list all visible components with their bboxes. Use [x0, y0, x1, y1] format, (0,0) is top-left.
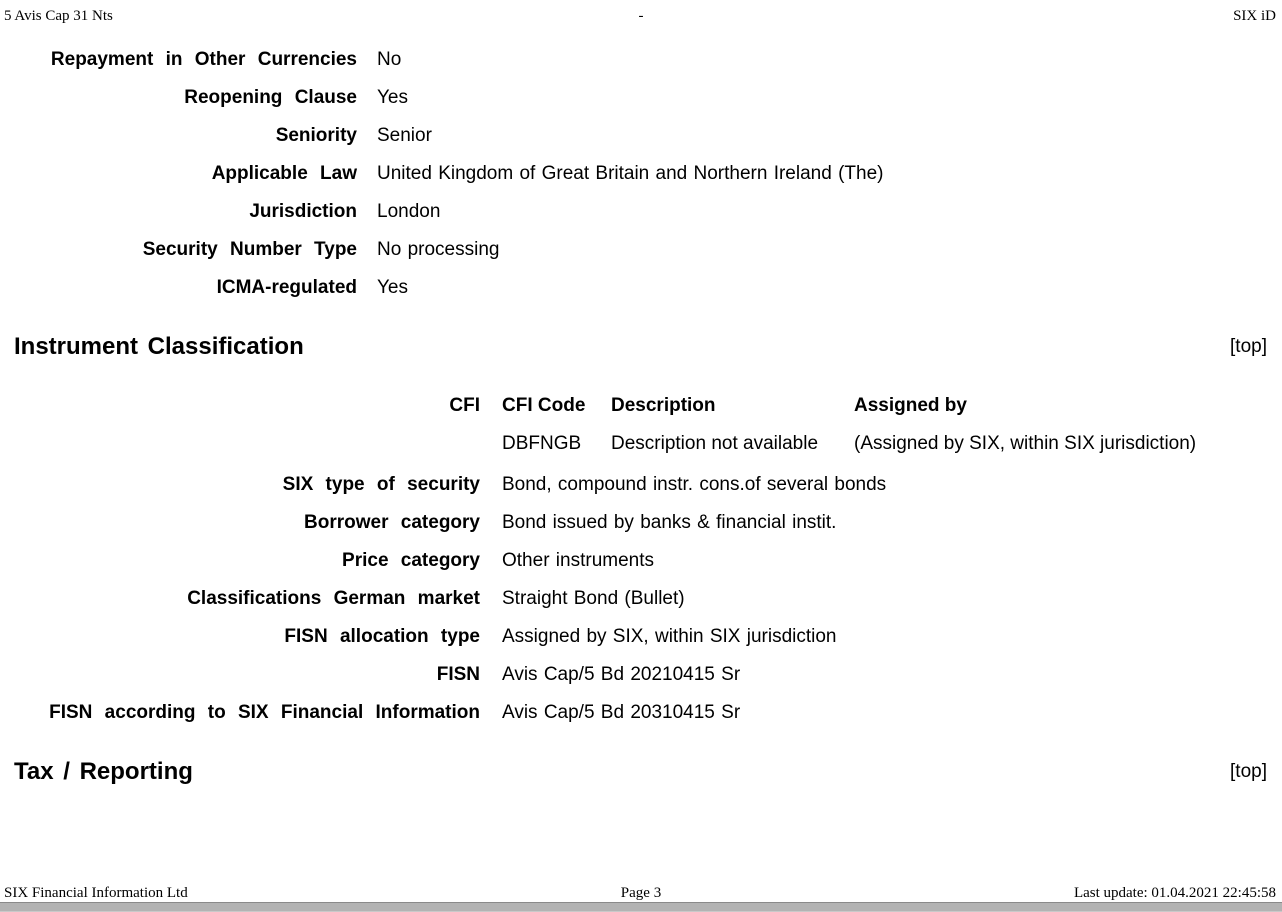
horizontal-scrollbar[interactable]: [0, 902, 1282, 912]
field-value: Avis Cap/5 Bd 20310415 Sr: [502, 702, 741, 723]
field-value: No: [377, 49, 402, 70]
field-label: FISN: [436, 664, 480, 685]
field-value: Yes: [377, 277, 408, 298]
cfi-code-value: DBFNGB: [502, 433, 582, 454]
footer-company-name: SIX Financial Information Ltd: [4, 885, 188, 901]
instrument-classification-heading: [14, 332, 1267, 362]
field-row-jurisdiction: [14, 193, 1268, 231]
field-label: Reopening Clause: [184, 87, 357, 108]
field-row-icma-regulated: [14, 269, 1268, 307]
cfi-label: CFI: [449, 395, 480, 416]
field-value: Other instruments: [502, 550, 654, 571]
field-label: Price category: [342, 550, 480, 571]
footer-page-number: Page 3: [620, 885, 662, 901]
field-row-repayment-other-currencies: [14, 41, 1268, 79]
cfi-assigned-by-value: (Assigned by SIX, within SIX jurisdiction): [854, 433, 1197, 454]
field-label: Security Number Type: [142, 239, 357, 260]
header-product-name: SIX iD: [1233, 8, 1276, 24]
field-label: FISN allocation type: [284, 626, 480, 647]
top-link[interactable]: [top]: [1230, 761, 1267, 782]
field-label: Borrower category: [304, 512, 480, 533]
field-value: Senior: [377, 125, 432, 146]
field-row-classifications-german-market: [14, 580, 1268, 618]
field-row-applicable-law: [14, 155, 1268, 193]
field-row-security-number-type: [14, 231, 1268, 269]
footer-last-update: Last update: 01.04.2021 22:45:58: [1073, 885, 1276, 901]
header-center-dash: -: [638, 8, 644, 24]
field-value: London: [377, 201, 441, 222]
field-value: Bond issued by banks & financial instit.: [502, 512, 837, 533]
field-label: ICMA-regulated: [216, 277, 357, 298]
field-label: SIX type of security: [282, 474, 480, 495]
cfi-block: [14, 387, 1268, 463]
field-row-reopening-clause: [14, 79, 1268, 117]
field-row-price-category: [14, 542, 1268, 580]
field-value: Bond, compound instr. cons.of several bonds: [502, 474, 887, 495]
field-label: Jurisdiction: [249, 201, 357, 222]
section-title: Instrument Classification: [14, 333, 304, 360]
field-row-fisn-allocation-type: [14, 618, 1268, 656]
section-title: Tax / Reporting: [14, 758, 193, 785]
cfi-table-data-row: [502, 425, 1268, 463]
tax-reporting-heading: [14, 757, 1267, 787]
field-value: Straight Bond (Bullet): [502, 588, 685, 609]
cfi-col-description-header: Description: [611, 395, 716, 416]
field-row-seniority: [14, 117, 1268, 155]
field-label: Applicable Law: [211, 163, 357, 184]
field-row-six-type-of-security: [14, 466, 1268, 504]
top-link[interactable]: [top]: [1230, 336, 1267, 357]
field-value: Avis Cap/5 Bd 20210415 Sr: [502, 664, 741, 685]
instrument-classification-fields: [14, 466, 1268, 732]
field-value: Yes: [377, 87, 408, 108]
field-value: Assigned by SIX, within SIX jurisdiction: [502, 626, 837, 647]
field-row-fisn: [14, 656, 1268, 694]
field-row-borrower-category: [14, 504, 1268, 542]
field-label: Seniority: [275, 125, 357, 146]
cfi-description-value: Description not available: [611, 433, 819, 454]
cfi-table: [502, 387, 1268, 463]
field-value: No processing: [377, 239, 500, 260]
field-value: United Kingdom of Great Britain and Northern Ireland (The): [377, 163, 884, 184]
cfi-col-assigned-by-header: Assigned by: [854, 395, 967, 416]
page-header: [0, 7, 1282, 25]
cfi-table-header-row: [502, 387, 1268, 425]
field-row-fisn-according-to-six: [14, 694, 1268, 732]
page-footer: [0, 884, 1282, 902]
field-label: Repayment in Other Currencies: [50, 49, 357, 70]
header-instrument-name: 5 Avis Cap 31 Nts: [4, 8, 113, 24]
field-label: Classifications German market: [187, 588, 480, 609]
field-label: FISN according to SIX Financial Information: [49, 702, 480, 723]
general-terms-section: [14, 41, 1268, 307]
cfi-col-code-header: CFI Code: [502, 395, 586, 416]
